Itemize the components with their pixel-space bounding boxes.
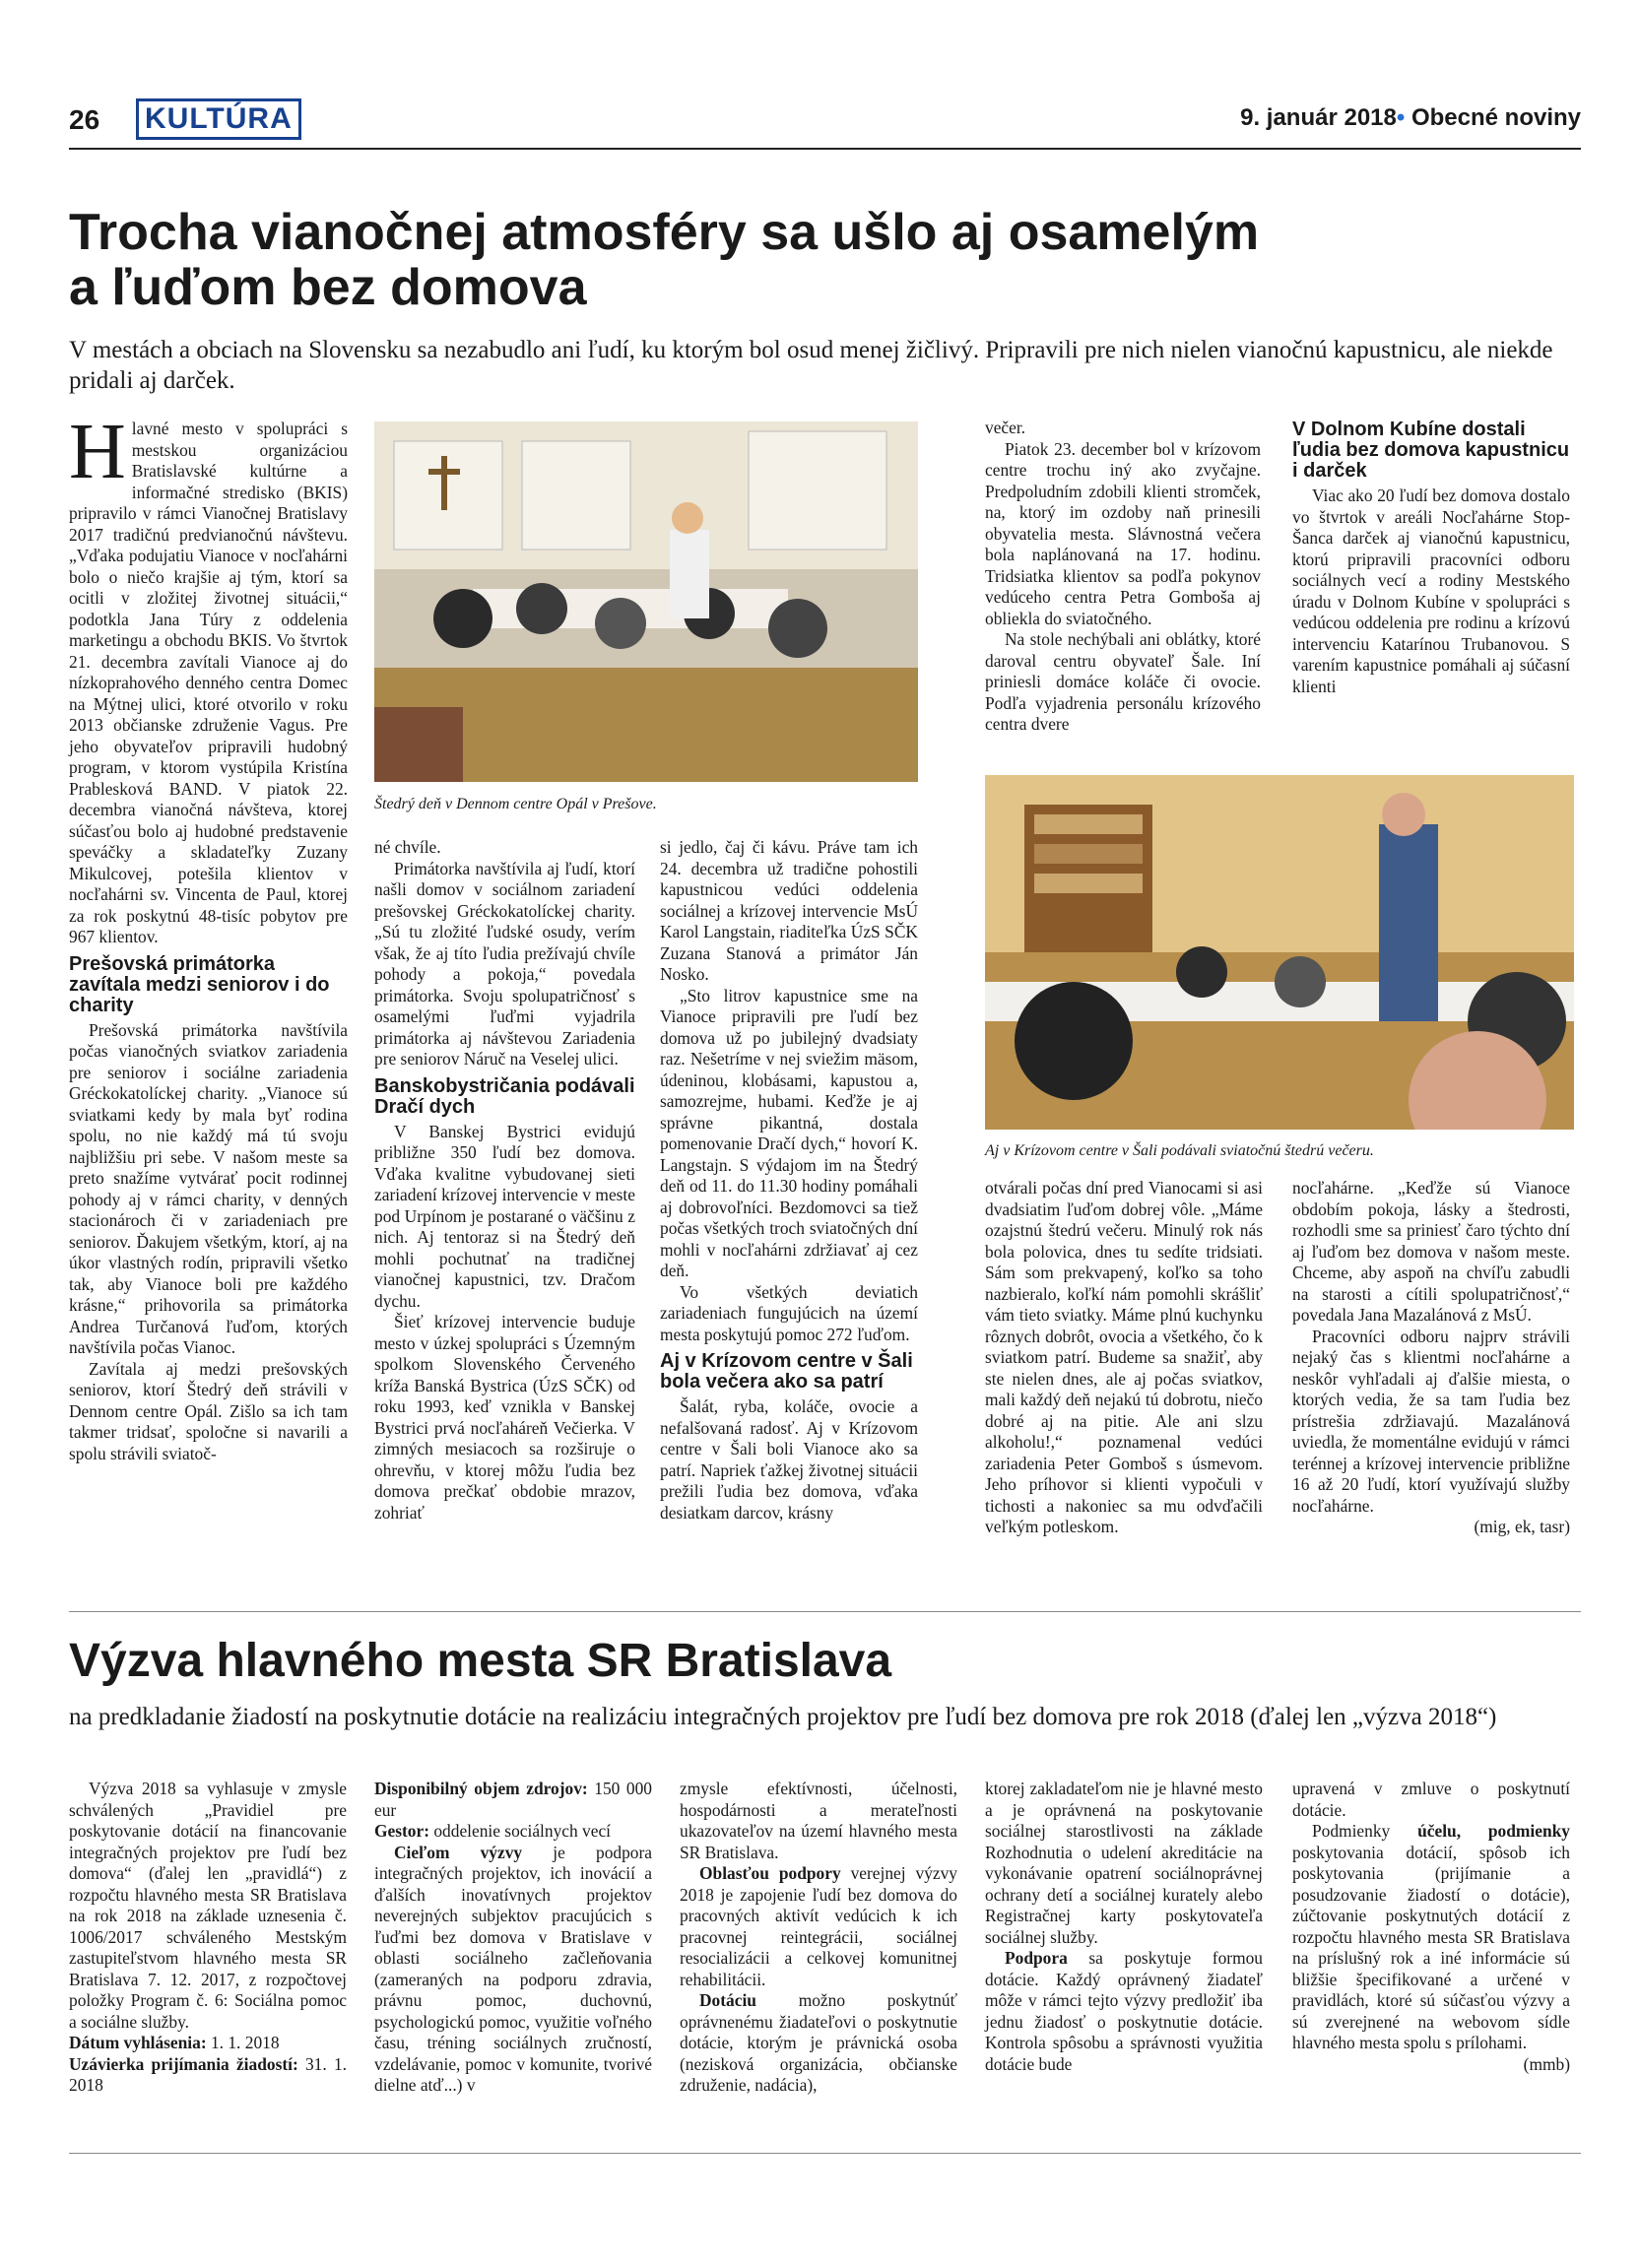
field-value: 31. 1. 2018 [69,2053,347,2095]
paragraph: otvárali počas dní pred Vianocami si asi dvadsiatim ľuďom dobrej vôle. „Máme ozajstnú štedrú večeru. Minulý rok nás bola polovica, dnes tu sedíte tridsiati. Sám som prekvapený, koľko sa toho nazbieralo, koľkí nám pomohli skrášliť vám tieto sviatky. Máme plnú kuchynku rôznych dobrôt, ovocia a všetkého, čo k sviatkom patrí. Budeme sa snažiť, aby ste nielen dnes, ale aj počas sviatkov, mali každý deň nejakú tú dobrotu, niečo dobré aj na pitie. Ale ani slzu alkoholu!,“ poznamenal vedúci zariadenia Peter Gomboš s úsmevom. Jeho príhovor si klienti vypočuli v tichosti a nakoniec sa mu odvďačili veľkým potleskom. [985,1178,1263,1536]
title-line-2: a ľuďom bez domova [69,259,587,316]
article1-col4-top [985,418,1261,736]
photo-image [374,421,918,782]
paragraph: lavné mesto v spolupráci s mestskou organizáciou Bratislavské kultúrne a informačné stredisko (BKIS) pripravilo v rámci Vianočnej Bratislavy 2017 tradičnú predvianočnú návštevu. „Vďaka podujatiu Vianoce v nocľahárni bolo o niečo krajšie aj tým, ktorí sa ocitli v zložitej životnej situácii,“ podotkla Jana Túry z oddelenia marketingu a obchodu BKIS. Vo štvrtok 21. decembra zavítali Vianoce aj do nízkoprahového denného centra Domec na Mýtnej ulici, ktoré otvorilo v roku 2013 občianske združenie Vagus. Pre jeho obyvateľov pripravili hudobný program, v ktorom vystúpila Kristína Prablesková BAND. V piatok 22. decembra vianočná návšteva, ktorej súčasťou bolo aj hudobné predstavenie speváčky a skladateľky Zuzany Mikulcovej, potešila klientov v nocľahárni sv. Vincenta de Paul, ktorej za rok poskytnú 48-tisíc pobytov pre 967 klientov. [69,419,348,946]
paragraph: Pracovníci odboru najprv strávili nejaký čas s klientmi nocľahárne a neskôr vyhľadali aj ďalšie miesta, o ktorých vedia, že sa tam ľudia bez prístrešia zdržiavajú. Mazalánová uviedla, že momentálne evidujú v rámci terénnej a krízovej intervencie približne 16 až 20 ľudí, ktorí využívajú služby nocľahárne. [1292,1326,1570,1516]
article2-title: Výzva hlavného mesta SR Bratislava [69,1635,892,1687]
subheading: Banskobystričania podávali Dračí dych [374,1074,635,1118]
field-value: sa poskytuje formou dotácie. Každý oprávnený žiadateľ môže v rámci tejto výzvy predložiť iba jednu žiadosť o poskytnutie dotácie. Kontrola spôsobu a správnosti využitia dotácie bude [985,1948,1263,2074]
field-prefix: Podmienky [1312,1821,1418,1841]
field-label: Disponibilný objem zdrojov: [374,1779,588,1798]
article2-col1 [69,1779,347,2097]
article1-col4-bottom [985,1178,1263,1538]
field-label: Dotáciu [699,1990,756,2010]
date-text: 9. január 2018 [1240,104,1397,131]
article2-col3 [680,1779,957,2097]
paragraph: V Banskej Bystrici evidujú približne 350 ľudí bez domova. Vďaka kvalitne vybudovanej sieti zariadení krízovej intervencie v meste pod Urpínom je postarané o väčšinu z nich. Aj tentoraz si na Štedrý deň mohli pochutnať na tradičnej vianočnej kapustnici, tzv. Dračom dychu. [374,1121,635,1311]
article1-col5-top [1292,420,1570,697]
paragraph: Viac ako 20 ľudí bez domova dostalo vo štvrtok v areáli Nocľahárne Stop-Šanca darček aj vianočnú kapustnicu, ktorú pripravili pracovníci odboru sociálnych vecí a rodiny Mestského úradu v Dolnom Kubíne v spolupráci s vedúcou oddelenia pre rodinu a krízovú intervenciu Katarínou Trubanovou. S varením kapustnice pomáhali aj súčasní klienti [1292,486,1570,696]
photo-image [985,775,1574,1130]
section-label: KULTÚRA [136,98,301,140]
paragraph: né chvíle. [374,837,441,857]
paragraph: Šalát, ryba, koláče, ovocie a nefalšovaná radosť. Aj v Krízovom centre v Šali boli Vianoce ako sa patrí. Napriek ťažkej životnej situácii prežili ľudia bez domova, vďaka desiatkam darcov, krásny [660,1396,918,1523]
article1-lead: V mestách a obciach na Slovensku sa nezabudlo ani ľudí, ku ktorým bol osud menej žičlivý. Pripravili pre nich nielen vianočnú kapustnicu, ale niekde pridali aj darček. [69,337,1553,394]
photo-sala-center [985,775,1574,1130]
article2-col4 [985,1779,1263,2075]
paragraph: Primátorka navštívila aj ľudí, ktorí našli domov v sociálnom zariadení prešovskej Gréckokatolíckej charity. „Sú tu zložité ľudské osudy, verím však, že aj títo ľudia prežívajú chvíle pohody a pokoja,“ povedala primátorka. Svoju spolupatričnosť s osamelými ľuďmi vyjadrila primátorka aj návštevou Zariadenia pre seniorov Náruč na Veselej ulici. [374,858,635,1069]
article1-title [69,205,1576,315]
author-signature: (mmb) [1523,2053,1570,2074]
author-signature: (mig, ek, tasr) [1474,1517,1570,1536]
paragraph: si jedlo, čaj či kávu. Práve tam ich 24. decembra už tradične pohostili kapustnicou vedúci oddelenia sociálnej a krízovej intervencie MsÚ Karol Langstain, riaditeľka ÚzS SČK Zuzana Stanová a primátor Ján Nosko. [660,837,918,984]
paragraph: Na stole nechýbali ani oblátky, ktoré daroval centru obyvateľ Šale. Iní priniesli domáce koláče či ovocie. Podľa vyjadrenia personálu krízového centra dvere [985,629,1261,734]
article1-col3 [660,837,918,1523]
paragraph: Šieť krízovej intervencie buduje mesto v úzkej spolupráci s Územným spolkom Slovenského Červeného kríža Banská Bystrica (ÚzS SČK) od roku 1993, keď vznikla v Banskej Bystrici prvá nocľaháreň Večierka. V zimných mesiacoch sa rozširuje o ohrevňu, v ktorej môžu ľudia bez domova prečkať obdobie mrazov, zohriať [374,1312,635,1523]
article2-lead: na predkladanie žiadostí na poskytnutie dotácie na realizáciu integračných projektov pre ľudí bez domova pre rok 2018 (ďalej len „výzva 2018“) [69,1704,1497,1730]
article-divider [69,1611,1581,1612]
field-label: Dátum vyhlásenia: [69,2033,207,2052]
paragraph: Zavítala aj medzi prešovských seniorov, ktorí Štedrý deň strávili v Dennom centre Opál. Zišlo sa ich tam takmer tridsať, spoločne si navarili a spolu strávili sviatoč- [69,1358,348,1463]
field-label: Podpora [1005,1948,1068,1968]
paragraph: upravená v zmluve o poskytnutí dotácie. [1292,1779,1570,1820]
field-value: 1. 1. 2018 [206,2033,280,2052]
publication-name: Obecné noviny [1410,104,1581,131]
paragraph: Vo všetkých deviatich zariadeniach fungujúcich na území mesta poskytujú pomoc 272 ľuďom. [660,1281,918,1344]
subheading: Prešovská primátorka zavítala medzi seniorov i do charity [69,952,330,1016]
article1-col2 [374,837,635,1523]
photo2-caption: Aj v Krízovom centre v Šali podávali sviatočnú štedrú večeru. [985,1142,1374,1159]
issue-date [1240,104,1581,132]
field-label: Uzávierka prijímania žiadostí: [69,2053,298,2074]
bullet-icon: • [1396,104,1406,131]
paragraph: Piatok 23. december bol v krízovom centre trochu iný ako zvyčajne. Predpoludním zdobili klienti stromček, na, ktorý im ozdoby naň prinesili obyvatelia mesta. Slávnostná večera bola naplánovaná na 17. hodinu. Tridsiatka klientov sa podľa pokynov vedúceho centra Petra Gomboša aj obliekla do sviatočného. [985,438,1261,628]
field-value: je podpora integračných projektov, ich inovácií a ďalších inovatívnych projektov neverejných subjektov pracujúcich s ľuďmi bez domova v Bratislave v oblasti sociálneho začleňovania (zameraných na podporu zdravia, právnu pomoc, duchovnú, psychologickú pomoc, využitie voľného času, tréning sociálnych zručností, vzdelávanie, pomoc v komunite, tvorivé dielne atď...) v [374,1842,653,2095]
paragraph: večer. [985,418,1026,437]
field-value: oddelenie sociálnych vecí [429,1821,611,1841]
field-value: možno poskytnúť oprávnenému žiadateľovi o poskytnutie dotácie, ktorým je právnická osoba (nezisková organizácia, občianske združenie, nadácia), [680,1990,957,2095]
article1-col5-bottom [1292,1178,1570,1538]
field-value: 150 000 eur [374,1779,652,1820]
field-label: Gestor: [374,1821,430,1841]
photo-opal-center [374,421,918,782]
photo1-caption: Štedrý deň v Dennom centre Opál v Prešove. [374,796,657,812]
paragraph: Prešovská primátorka navštívila počas vianočných sviatkov zariadenia pre seniorov i sociálne zariadenia Gréckokatolíckej charity. „Vianoce sú sviatkami kedy by mala byť rodina spolu, no nie každý má tú svoju najbližšiu pri sebe. V našom meste sa preto snažíme vytvárať pocit rodinnej pohody aj v rámci charity, v denných stacionároch či v zariadeniach pre seniorov. Ďakujem všetkým, ktorí, aj na úkor vlastných rodín, pripravili všetko tak, aby Vianoce boli pre každého krásne,“ prihovorila sa primátorka Andrea Turčanová ľuďom, ktorých navštívila počas Vianoc. [69,1019,348,1357]
title-line-1: Trocha vianočnej atmosféry sa ušlo aj osamelým [69,204,1260,261]
field-value: poskytovania dotácií, spôsob ich poskytovania (prijímanie a posudzovanie žiadostí o dotácie), zúčtovanie poskytnutých dotácií z rozpočtu hlavného mesta SR Bratislava na príslušný rok a iné informácie sú bližšie špecifikované a určené v pravidlách, ktoré sú súčasťou výzvy a sú zverejnené na webovom sídle hlavného mesta spolu s prílohami. [1292,1842,1570,2052]
paragraph: „Sto litrov kapustnice sme na Vianoce pripravili pre ľudí bez domova už po jubilejný dvadsiaty raz. Nešetríme v nej sviežim mäsom, údeninou, klobásami, kapustou a, samozrejme, hubami. Keďže je aj správne pikantná, dostala pomenovanie Dračí dych,“ hovorí K. Langstajn. S výdajom im na Štedrý deň od 11. do 11.30 hodiny pomáhali aj dobrovoľníci. Bezdomovci sa tiež počas všetkých troch sviatočných dní mohli v nocľahárni zdržiavať aj cez deň. [660,985,918,1280]
header-rule [69,148,1581,150]
field-value: verejnej výzvy 2018 je zapojenie ľudí bez domova do pracovných aktivít vedúcich k ich pracovnej reintegrácii, sociálnej resocializácii a celkovej komunitnej rehabilitácii. [680,1863,958,1989]
field-label: Cieľom výzvy [394,1842,523,1862]
page-header [69,98,1581,146]
subheading: Aj v Krízovom centre v Šali bola večera ako sa patrí [660,1350,913,1393]
page-number: 26 [69,104,100,135]
footer-rule [69,2153,1581,2154]
dropcap: H [69,409,126,495]
paragraph: Výzva 2018 sa vyhlasuje v zmysle schválených „Pravidiel pre poskytovanie dotácií na financovanie integračných projektov pre ľudí bez domova“ (ďalej len „pravidlá“) z rozpočtu hlavného mesta SR Bratislava na rok 2018 na základe uznesenia č. 1006/2017 schváleného Mestským zastupiteľstvom hlavného mesta SR Bratislava 7. 12. 2017, z rozpočtovej položky Program č. 6: Sociálna pomoc a sociálne služby. [69,1779,347,2032]
paragraph: zmysle efektívnosti, účelnosti, hospodárnosti a merateľnosti ukazovateľov na území hlavného mesta SR Bratislava. [680,1779,957,1862]
field-label: účelu, podmienky [1417,1821,1570,1841]
article1-col1 [69,409,348,1464]
paragraph: nocľahárne. „Keďže sú Vianoce obdobím pokoja, lásky a štedrosti, rozhodli sme sa priniesť čaro týchto dní aj ľuďom bez domova v našom meste. Chceme, aby aspoň na chvíľu zabudli na starosti a cítili spolupatričnosť,“ povedala Jana Mazalánová z MsÚ. [1292,1178,1570,1325]
subheading: V Dolnom Kubíne dostali ľudia bez domova kapustnicu i darček [1292,419,1570,482]
article2-col5 [1292,1779,1570,2075]
article2-col2 [374,1779,652,2097]
field-label: Oblasťou podpory [699,1863,841,1883]
paragraph: ktorej zakladateľom nie je hlavné mesto a je oprávnená na poskytovanie sociálnej starostlivosti na základe Rozhodnutia o udelení akreditácie na vykonávanie opatrení sociálnoprávnej ochrany detí a sociálnej kurately alebo Registračnej karty poskytovateľa sociálnej služby. [985,1779,1263,1947]
